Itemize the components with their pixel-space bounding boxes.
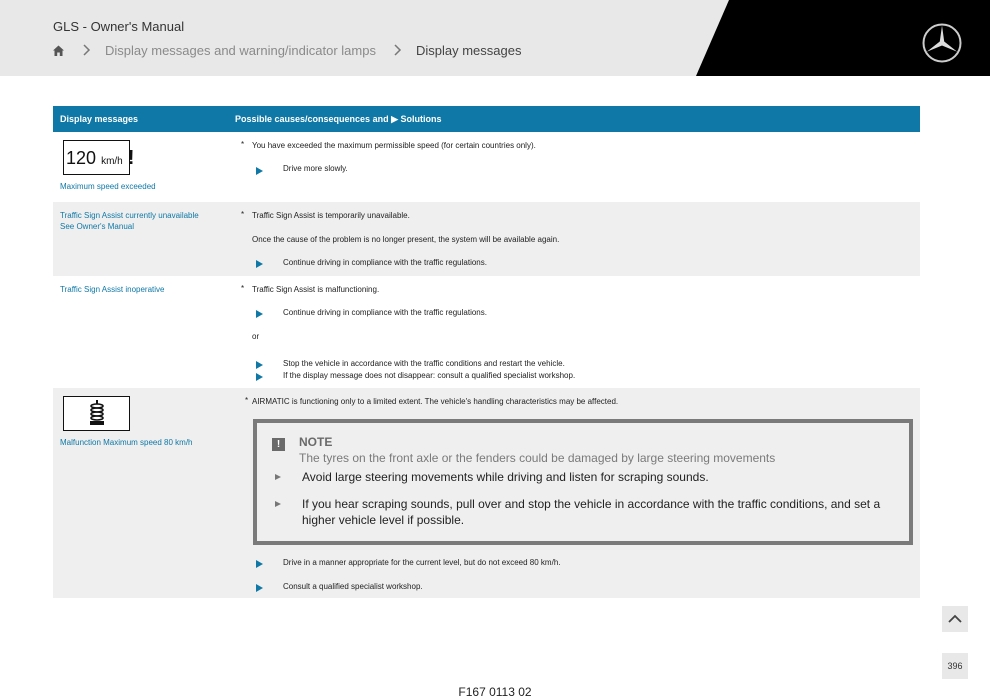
solution-text: Consult a qualified specialist workshop. (283, 582, 423, 591)
message-label-line: Traffic Sign Assist currently unavailable (60, 211, 199, 220)
solution-arrow-icon (256, 560, 263, 568)
speed-unit: km/h (101, 156, 123, 167)
note-box (253, 419, 913, 545)
scroll-to-top-button[interactable] (942, 606, 968, 632)
bullet: * (241, 140, 245, 149)
cause-text: Traffic Sign Assist is malfunctioning. (252, 285, 380, 294)
solution-text: Drive more slowly. (283, 164, 348, 173)
cause-text: AIRMATIC is functioning only to a limited extent. The vehicle's handling characteristics may be affected. (252, 397, 619, 406)
exclamation-icon: ! (272, 438, 285, 451)
column-header-display-messages: Display messages (60, 114, 139, 124)
solution-text: Drive in a manner appropriate for the current level, but do not exceed 80 km/h. (283, 558, 561, 567)
note-subtitle: The tyres on the front axle or the fenders could be damaged by large steering movements (299, 451, 776, 465)
solution-text: Stop the vehicle in accordance with the traffic conditions and restart the vehicle. (283, 359, 565, 368)
note-arrow-icon (275, 474, 281, 480)
suspension-warning-icon (63, 396, 130, 431)
cause-text: Traffic Sign Assist is temporarily unavailable. (252, 211, 410, 220)
column-header-causes: Possible causes/consequences and ▶ Solutions (235, 114, 442, 124)
bullet: * (241, 284, 245, 293)
message-label (60, 210, 199, 232)
note-title: NOTE (299, 435, 333, 449)
note-item: Avoid large steering movements while driving and listen for scraping sounds. (302, 470, 709, 484)
table-row (53, 202, 920, 276)
bullet: * (241, 210, 245, 219)
document-code: F167 0113 02 (458, 685, 532, 699)
cause-text: You have exceeded the maximum permissible speed (for certain countries only). (252, 141, 536, 150)
or-text: or (252, 332, 260, 341)
breadcrumb-item-lamps[interactable]: Display messages and warning/indicator lamps (105, 42, 376, 58)
breadcrumb-current: Display messages (415, 42, 522, 58)
note-arrow-icon (275, 501, 281, 507)
solution-arrow-icon (256, 260, 263, 268)
message-label-line: See Owner's Manual (60, 222, 135, 231)
chevron-right-icon (81, 44, 91, 56)
solution-text: Continue driving in compliance with the traffic regulations. (283, 308, 487, 317)
solution-arrow-icon (256, 584, 263, 592)
message-label: Malfunction Maximum speed 80 km/h (60, 438, 193, 447)
bullet: * (245, 396, 249, 405)
info-text: Once the cause of the problem is no longer present, the system will be available again. (252, 235, 560, 244)
solution-arrow-icon (256, 373, 263, 381)
mercedes-star-logo (921, 22, 963, 64)
chevron-right-icon (392, 44, 402, 56)
app-title: GLS - Owner's Manual (53, 19, 185, 34)
solution-arrow-icon (256, 167, 263, 175)
table-row (53, 276, 920, 388)
solution-text: Continue driving in compliance with the traffic regulations. (283, 258, 487, 267)
message-label: Traffic Sign Assist inoperative (60, 285, 165, 294)
breadcrumb (52, 42, 521, 58)
home-icon[interactable] (52, 44, 65, 57)
table-row (53, 132, 920, 202)
page-number-button[interactable]: 396 (942, 653, 968, 679)
chevron-up-icon (942, 606, 968, 632)
suspension-spring-icon (88, 400, 106, 427)
solution-arrow-icon (256, 361, 263, 369)
display-messages-table (53, 106, 920, 598)
message-label: Maximum speed exceeded (60, 182, 156, 191)
note-item: If you hear scraping sounds, pull over and stop the vehicle in accordance with the traffic conditions, and set a higher vehicle level if possible. (302, 497, 881, 527)
speed-warning-icon (63, 140, 135, 175)
table-row (53, 388, 920, 598)
solution-arrow-icon (256, 310, 263, 318)
speed-number: 120 (66, 148, 97, 168)
table-header (53, 106, 920, 132)
solution-text: If the display message does not disappear: consult a qualified specialist workshop. (283, 371, 576, 380)
speed-mark: ! (127, 147, 135, 169)
